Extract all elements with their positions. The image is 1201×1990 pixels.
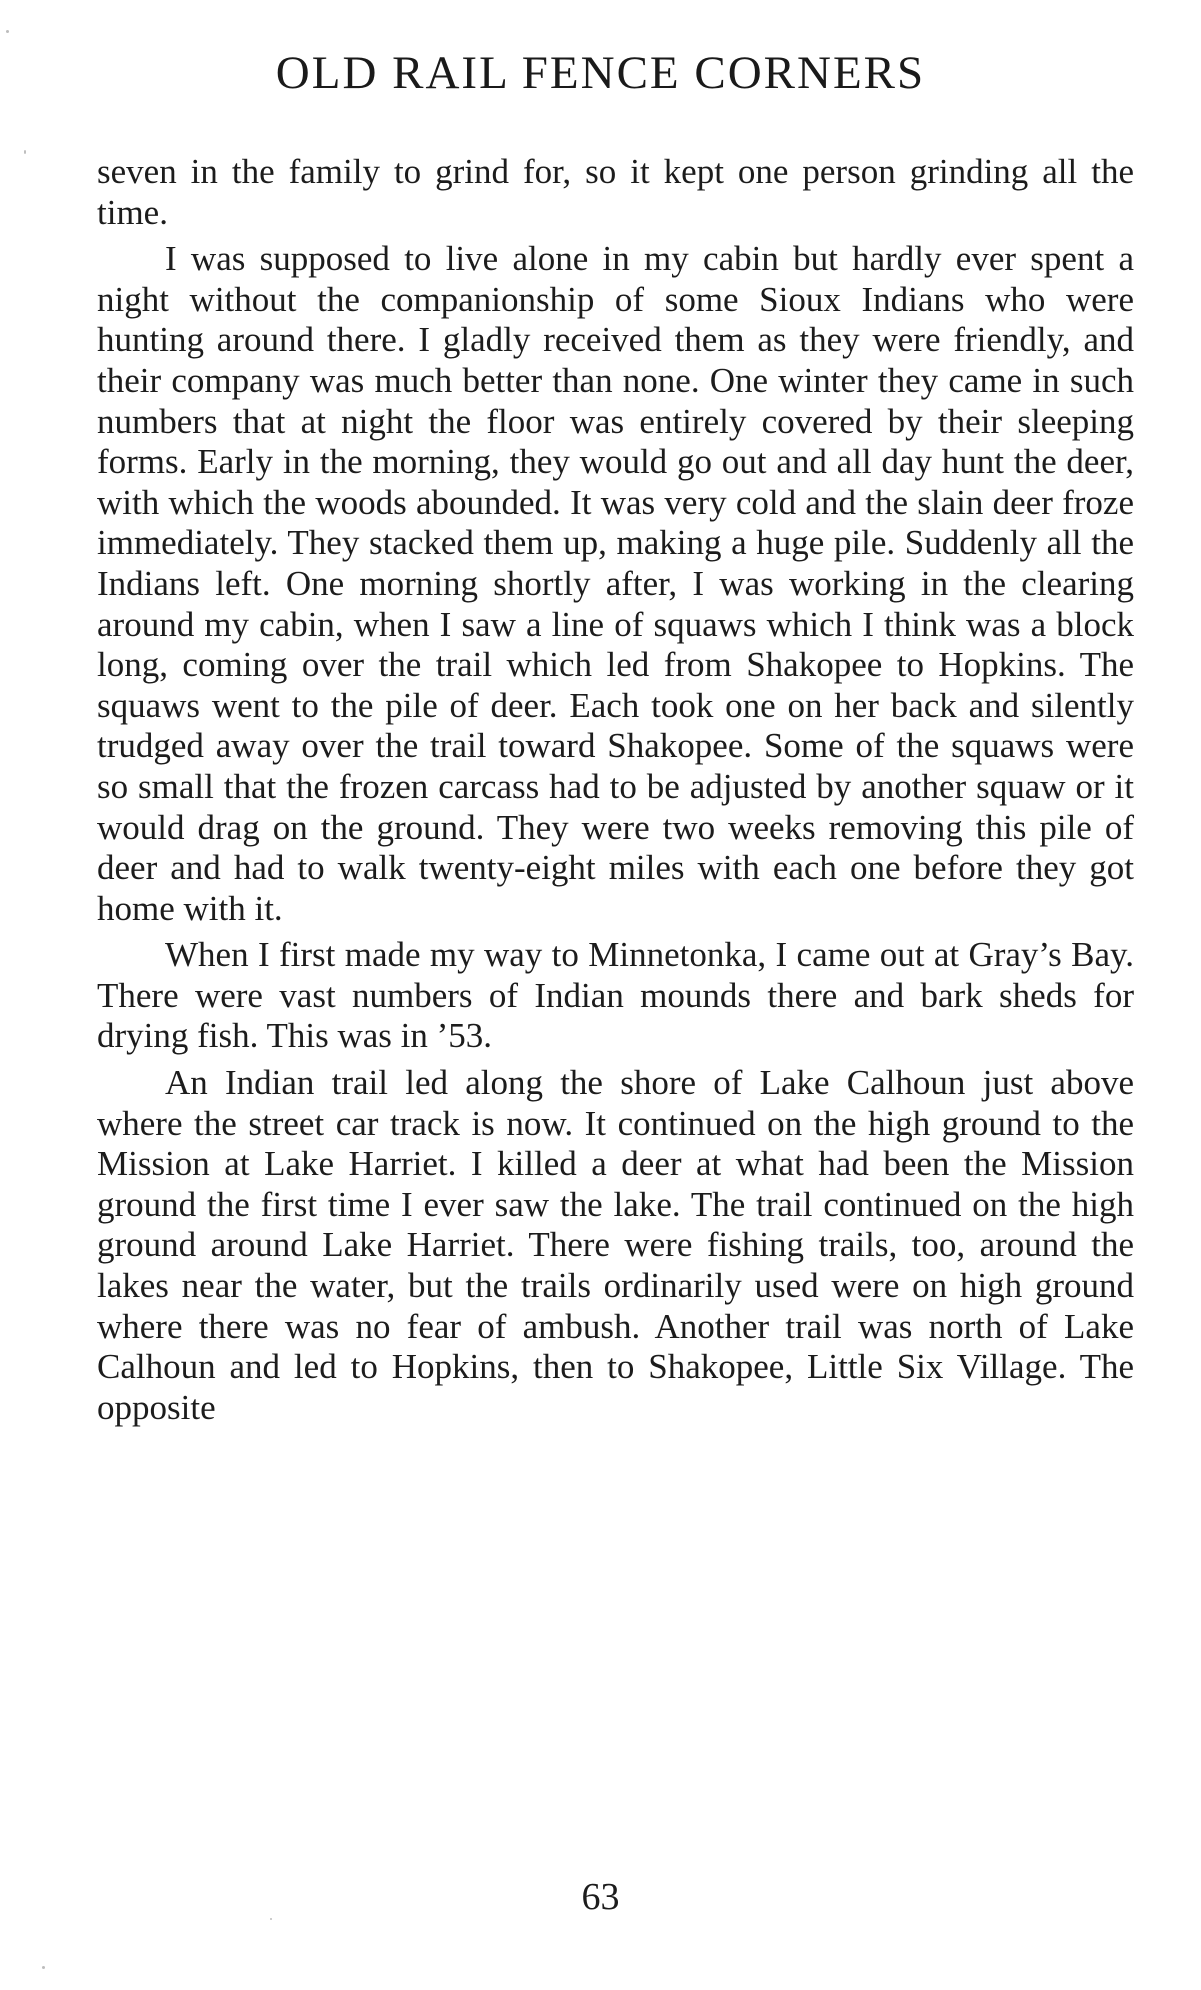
body-text [97,152,1134,1434]
scan-speck [42,1966,45,1969]
paragraph-continued: seven in the family to grind for, so it kept one person grinding all the time. [97,152,1134,232]
running-head-title: OLD RAIL FENCE CORNERS [275,47,926,99]
paragraph-indian-trail: An Indian trail led along the shore of Lake Calhoun just above where the street car track is now. It continued on the high ground to the Mission at Lake Harriet. I killed a deer at what had been the Mission ground the first time I ever saw the lake. The trail continued on the high ground around Lake Harriet. There were fishing trails, too, around the lakes near the water, but the trails ordinarily used were on high ground where there was no fear of ambush. Another trail was north of Lake Calhoun and led to Hopkins, then to Shakopee, Little Six Village. The opposite [97,1063,1134,1427]
scan-speck [24,150,26,154]
scan-speck [6,30,9,33]
scan-speck [270,1918,272,1920]
paragraph-sioux-indians: I was supposed to live alone in my cabin but hardly ever spent a night without the companionship of some Sioux Indians who were hunting around there. I gladly received them as they were friendly, and their company was much better than none. One winter they came in such numbers that at night the floor was entirely covered by their sleeping forms. Early in the morning, they would go out and all day hunt the deer, with which the woods abounded. It was very cold and the slain deer froze immediately. They stacked them up, making a huge pile. Suddenly all the Indians left. One morning shortly after, I was working in the clearing around my cabin, when I saw a line of squaws which I think was a block long, coming over the trail which led from Shakopee to Hopkins. The squaws went to the pile of deer. Each took one on her back and silently trudged away over the trail toward Shakopee. Some of the squaws were so small that the frozen carcass had to be adjusted by another squaw or it would drag on the ground. They were two weeks removing this pile of deer and had to walk twenty-eight miles with each one before they got home with it. [97,239,1134,928]
page-number: 63 [581,1876,620,1918]
paragraph-minnetonka: When I first made my way to Minnetonka, I came out at Gray’s Bay. There were vast numbers of Indian mounds there and bark sheds for drying fish. This was in ’53. [97,935,1134,1056]
